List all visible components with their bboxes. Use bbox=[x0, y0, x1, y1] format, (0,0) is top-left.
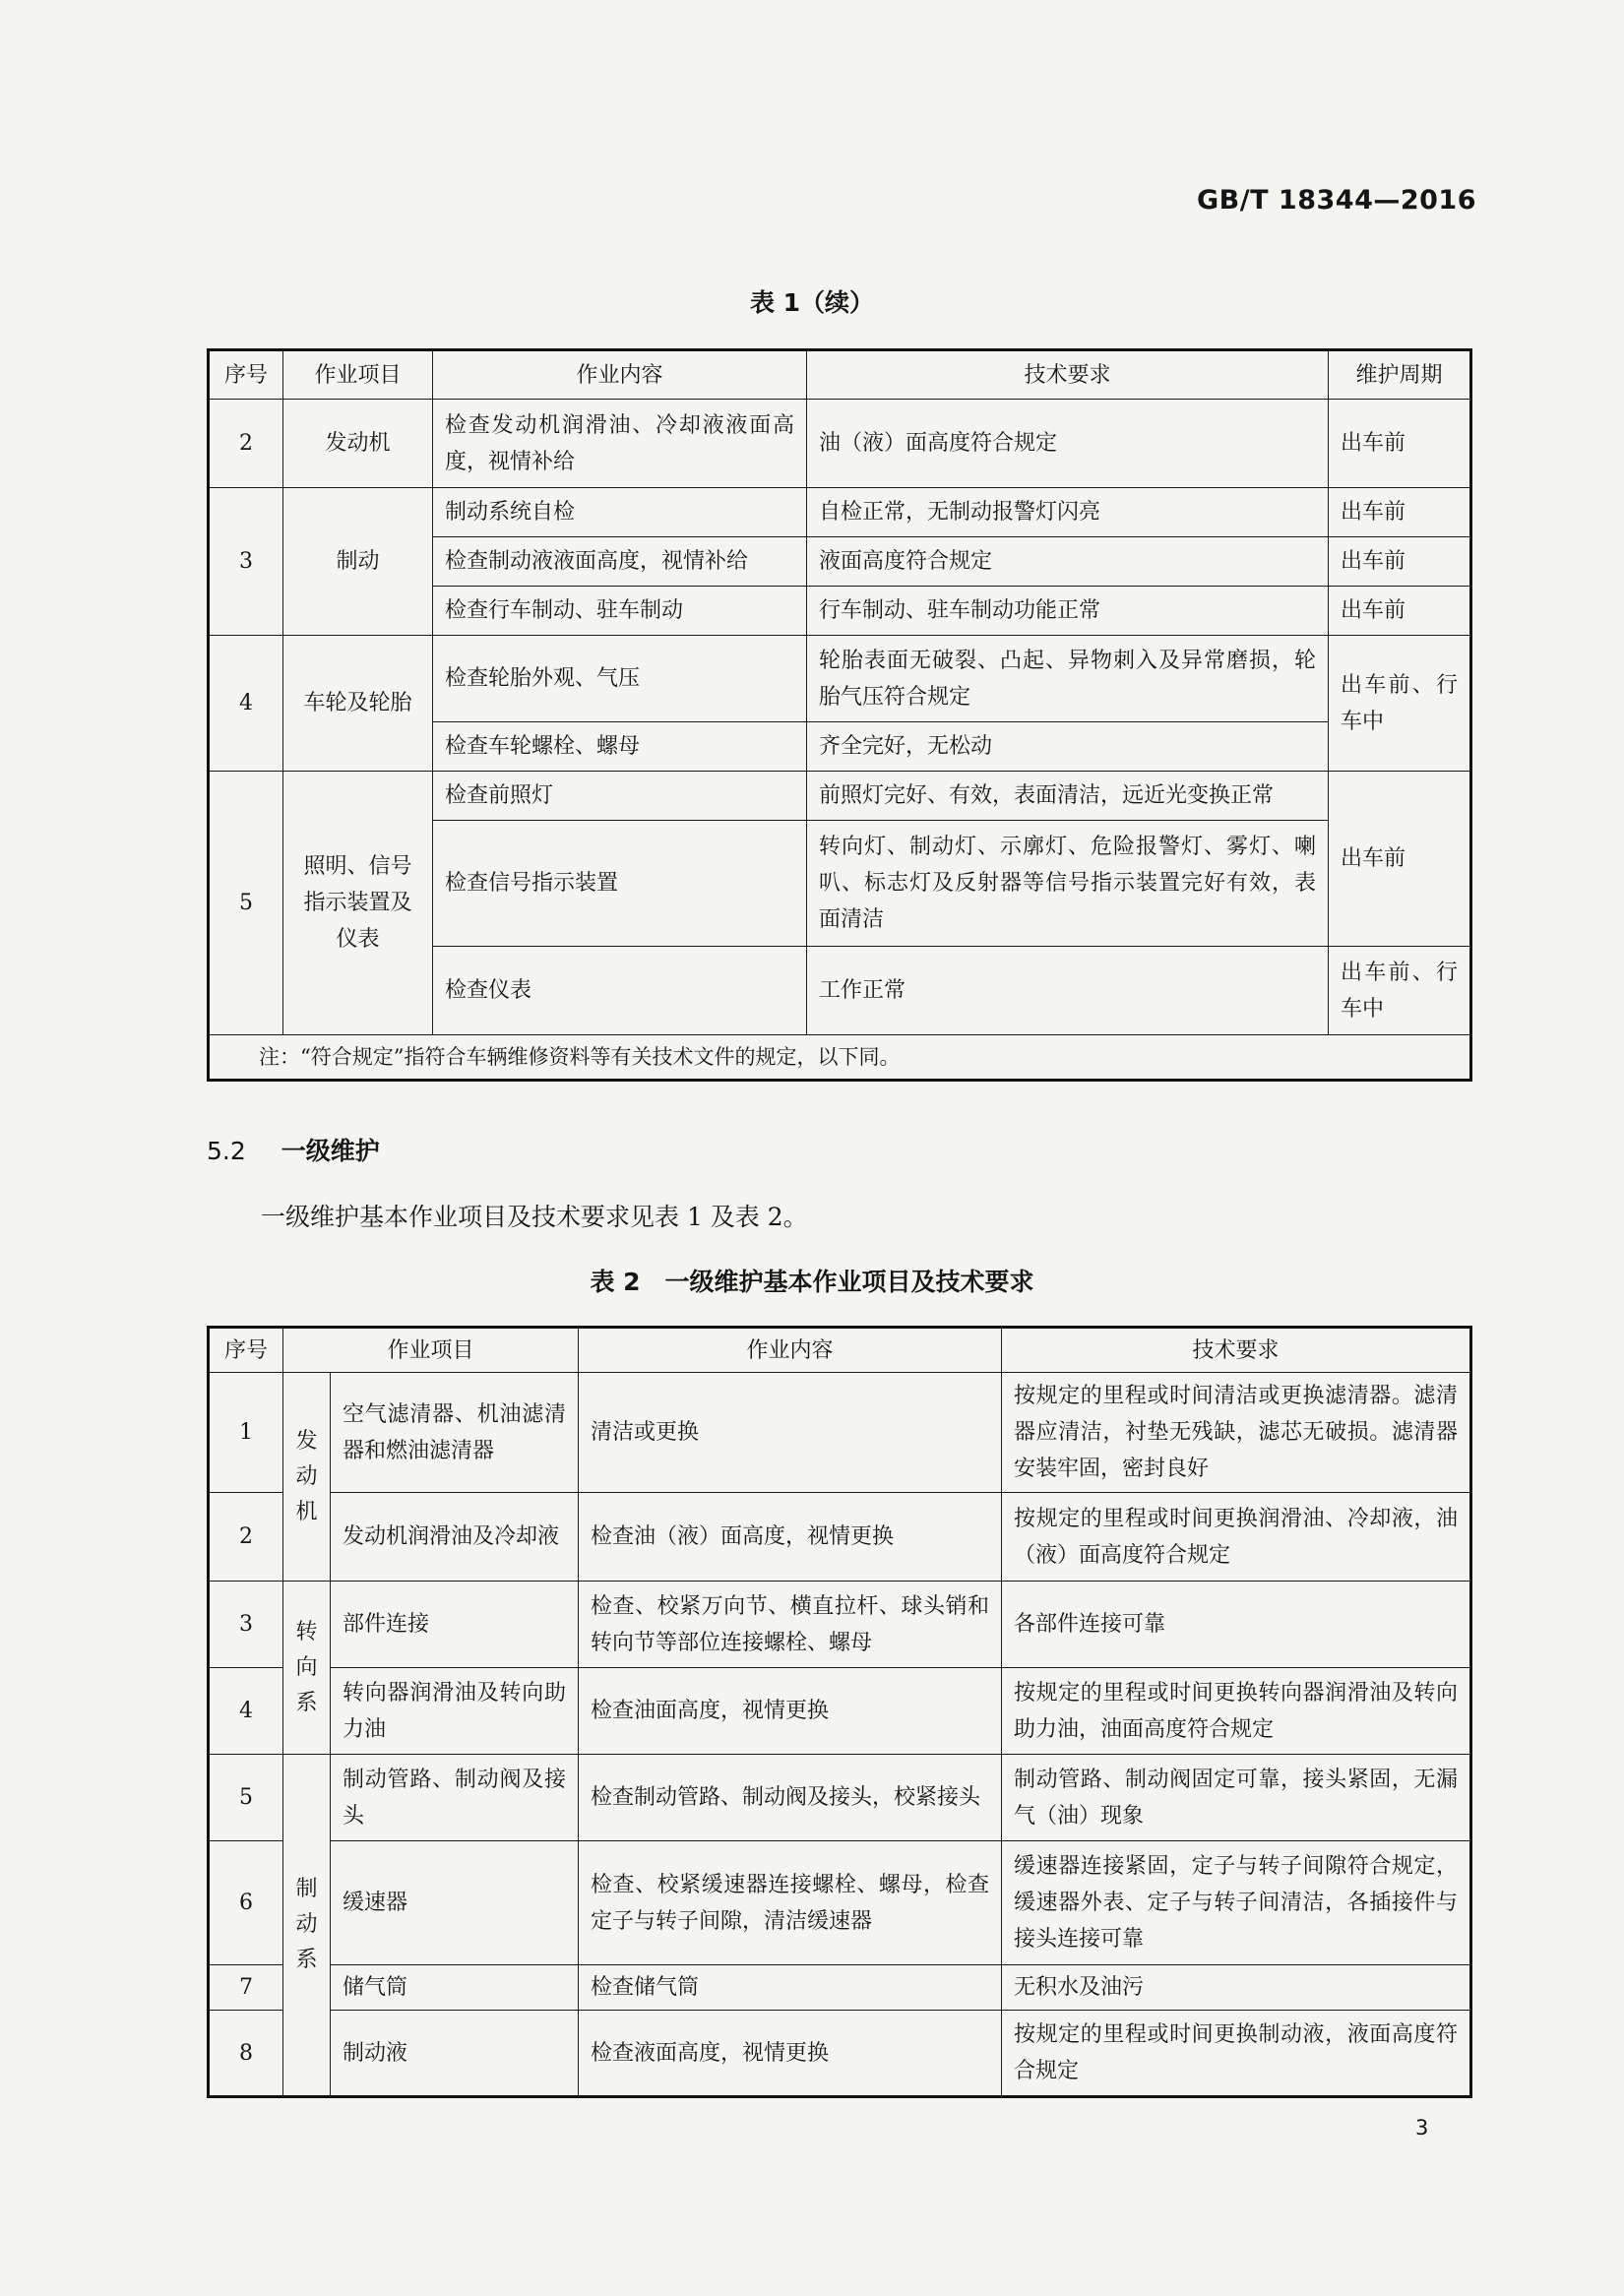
table-row bbox=[209, 1582, 1471, 1668]
cell-no: 4 bbox=[209, 636, 283, 772]
cell-content: 检查行车制动、驻车制动 bbox=[433, 587, 807, 636]
cell-content: 制动系统自检 bbox=[433, 488, 807, 537]
section-heading bbox=[207, 1132, 380, 1167]
table-row bbox=[209, 1755, 1471, 1841]
cell-no: 3 bbox=[209, 1582, 283, 1668]
cell-req: 液面高度符合规定 bbox=[807, 537, 1329, 587]
cell-req: 按规定的里程或时间更换润滑油、冷却液，油（液）面高度符合规定 bbox=[1002, 1493, 1471, 1582]
cell-no: 2 bbox=[209, 1493, 283, 1582]
cell-item: 缓速器 bbox=[331, 1841, 579, 1965]
cell-period: 出车前 bbox=[1329, 772, 1471, 947]
group-label-steering: 转 向 系 bbox=[283, 1582, 331, 1755]
cell-content: 检查仪表 bbox=[433, 947, 807, 1035]
cell-req: 油（液）面高度符合规定 bbox=[807, 400, 1329, 488]
table-row bbox=[209, 2011, 1471, 2097]
table-row bbox=[209, 1668, 1471, 1755]
cell-content: 检查制动管路、制动阀及接头，校紧接头 bbox=[579, 1755, 1002, 1841]
cell-req: 按规定的里程或时间清洁或更换滤清器。滤清器应清洁，衬垫无残缺，滤芯无破损。滤清器安装牢固，密封良好 bbox=[1002, 1373, 1471, 1493]
cell-item: 车轮及轮胎 bbox=[283, 636, 433, 772]
table2-caption: 表 2 一级维护基本作业项目及技术要求 bbox=[590, 1268, 1034, 1296]
cell-no: 8 bbox=[209, 2011, 283, 2097]
group-label-brake: 制 动 系 bbox=[283, 1755, 331, 2097]
table-row bbox=[209, 1965, 1471, 2011]
table2 bbox=[207, 1326, 1472, 2098]
table-row bbox=[209, 772, 1471, 821]
cell-content: 检查信号指示装置 bbox=[433, 821, 807, 947]
body-paragraph: 一级维护基本作业项目及技术要求见表 1 及表 2。 bbox=[261, 1203, 808, 1231]
cell-item: 空气滤清器、机油滤清器和燃油滤清器 bbox=[331, 1373, 579, 1493]
standard-number: GB/T 18344—2016 bbox=[1197, 185, 1476, 216]
cell-req: 前照灯完好、有效，表面清洁，远近光变换正常 bbox=[807, 772, 1329, 821]
cell-content: 检查储气筒 bbox=[579, 1965, 1002, 2011]
table2-header-row bbox=[209, 1328, 1471, 1373]
cell-content: 检查发动机润滑油、冷却液液面高度，视情补给 bbox=[433, 400, 807, 488]
cell-req: 缓速器连接紧固，定子与转子间隙符合规定，缓速器外表、定子与转子间清洁，各插接件与接头连接可靠 bbox=[1002, 1841, 1471, 1965]
cell-req: 无积水及油污 bbox=[1002, 1965, 1471, 2011]
table2-header-req: 技术要求 bbox=[1002, 1328, 1471, 1373]
table2-header-content: 作业内容 bbox=[579, 1328, 1002, 1373]
table1-header-no: 序号 bbox=[209, 350, 283, 400]
cell-no: 7 bbox=[209, 1965, 283, 2011]
table-row bbox=[209, 1493, 1471, 1582]
cell-content: 检查制动液液面高度，视情补给 bbox=[433, 537, 807, 587]
cell-no: 6 bbox=[209, 1841, 283, 1965]
table1-header-req: 技术要求 bbox=[807, 350, 1329, 400]
cell-no: 5 bbox=[209, 772, 283, 1035]
cell-req: 转向灯、制动灯、示廓灯、危险报警灯、雾灯、喇叭、标志灯及反射器等信号指示装置完好有效，表面清洁 bbox=[807, 821, 1329, 947]
cell-content: 检查车轮螺栓、螺母 bbox=[433, 722, 807, 772]
cell-req: 工作正常 bbox=[807, 947, 1329, 1035]
cell-content: 检查、校紧缓速器连接螺栓、螺母，检查定子与转子间隙，清洁缓速器 bbox=[579, 1841, 1002, 1965]
cell-item: 制动 bbox=[283, 488, 433, 636]
table1-header-period: 维护周期 bbox=[1329, 350, 1471, 400]
cell-content: 检查、校紧万向节、横直拉杆、球头销和转向节等部位连接螺栓、螺母 bbox=[579, 1582, 1002, 1668]
section-number: 5.2 bbox=[207, 1137, 246, 1165]
table1-note: 注：“符合规定”指符合车辆维修资料等有关技术文件的规定，以下同。 bbox=[209, 1035, 1471, 1081]
cell-req: 齐全完好，无松动 bbox=[807, 722, 1329, 772]
cell-content: 检查液面高度，视情更换 bbox=[579, 2011, 1002, 2097]
group-label-engine: 发 动 机 bbox=[283, 1373, 331, 1582]
cell-req: 轮胎表面无破裂、凸起、异物刺入及异常磨损，轮胎气压符合规定 bbox=[807, 636, 1329, 722]
cell-period: 出车前 bbox=[1329, 537, 1471, 587]
table2-header-item: 作业项目 bbox=[283, 1328, 579, 1373]
table1-header-item: 作业项目 bbox=[283, 350, 433, 400]
cell-item: 发动机润滑油及冷却液 bbox=[331, 1493, 579, 1582]
table1-note-row bbox=[209, 1035, 1471, 1081]
cell-period: 出车前 bbox=[1329, 400, 1471, 488]
table1 bbox=[207, 348, 1472, 1082]
cell-no: 2 bbox=[209, 400, 283, 488]
cell-item: 储气筒 bbox=[331, 1965, 579, 2011]
cell-content: 检查轮胎外观、气压 bbox=[433, 636, 807, 722]
cell-item: 发动机 bbox=[283, 400, 433, 488]
cell-item: 制动液 bbox=[331, 2011, 579, 2097]
cell-content: 检查油（液）面高度，视情更换 bbox=[579, 1493, 1002, 1582]
table2-header-no: 序号 bbox=[209, 1328, 283, 1373]
cell-item: 制动管路、制动阀及接头 bbox=[331, 1755, 579, 1841]
cell-req: 按规定的里程或时间更换转向器润滑油及转向助力油，油面高度符合规定 bbox=[1002, 1668, 1471, 1755]
cell-item: 照明、信号指示装置及仪表 bbox=[283, 772, 433, 1035]
section-title: 一级维护 bbox=[281, 1137, 380, 1165]
cell-req: 各部件连接可靠 bbox=[1002, 1582, 1471, 1668]
cell-content: 检查前照灯 bbox=[433, 772, 807, 821]
cell-period: 出车前、行车中 bbox=[1329, 947, 1471, 1035]
cell-no: 1 bbox=[209, 1373, 283, 1493]
cell-no: 5 bbox=[209, 1755, 283, 1841]
cell-req: 按规定的里程或时间更换制动液，液面高度符合规定 bbox=[1002, 2011, 1471, 2097]
table1-caption: 表 1（续） bbox=[749, 288, 875, 317]
cell-item: 部件连接 bbox=[331, 1582, 579, 1668]
cell-period: 出车前 bbox=[1329, 488, 1471, 537]
table1-header-row bbox=[209, 350, 1471, 400]
cell-content: 检查油面高度，视情更换 bbox=[579, 1668, 1002, 1755]
cell-period: 出车前、行车中 bbox=[1329, 636, 1471, 772]
table-row bbox=[209, 488, 1471, 537]
cell-no: 3 bbox=[209, 488, 283, 636]
page-number: 3 bbox=[1415, 2116, 1429, 2140]
cell-no: 4 bbox=[209, 1668, 283, 1755]
table-row bbox=[209, 400, 1471, 488]
cell-req: 制动管路、制动阀固定可靠，接头紧固，无漏气（油）现象 bbox=[1002, 1755, 1471, 1841]
cell-content: 清洁或更换 bbox=[579, 1373, 1002, 1493]
cell-period: 出车前 bbox=[1329, 587, 1471, 636]
cell-item: 转向器润滑油及转向助力油 bbox=[331, 1668, 579, 1755]
table-row bbox=[209, 1373, 1471, 1493]
table-row bbox=[209, 636, 1471, 722]
cell-req: 自检正常，无制动报警灯闪亮 bbox=[807, 488, 1329, 537]
cell-req: 行车制动、驻车制动功能正常 bbox=[807, 587, 1329, 636]
table1-header-content: 作业内容 bbox=[433, 350, 807, 400]
table-row bbox=[209, 1841, 1471, 1965]
